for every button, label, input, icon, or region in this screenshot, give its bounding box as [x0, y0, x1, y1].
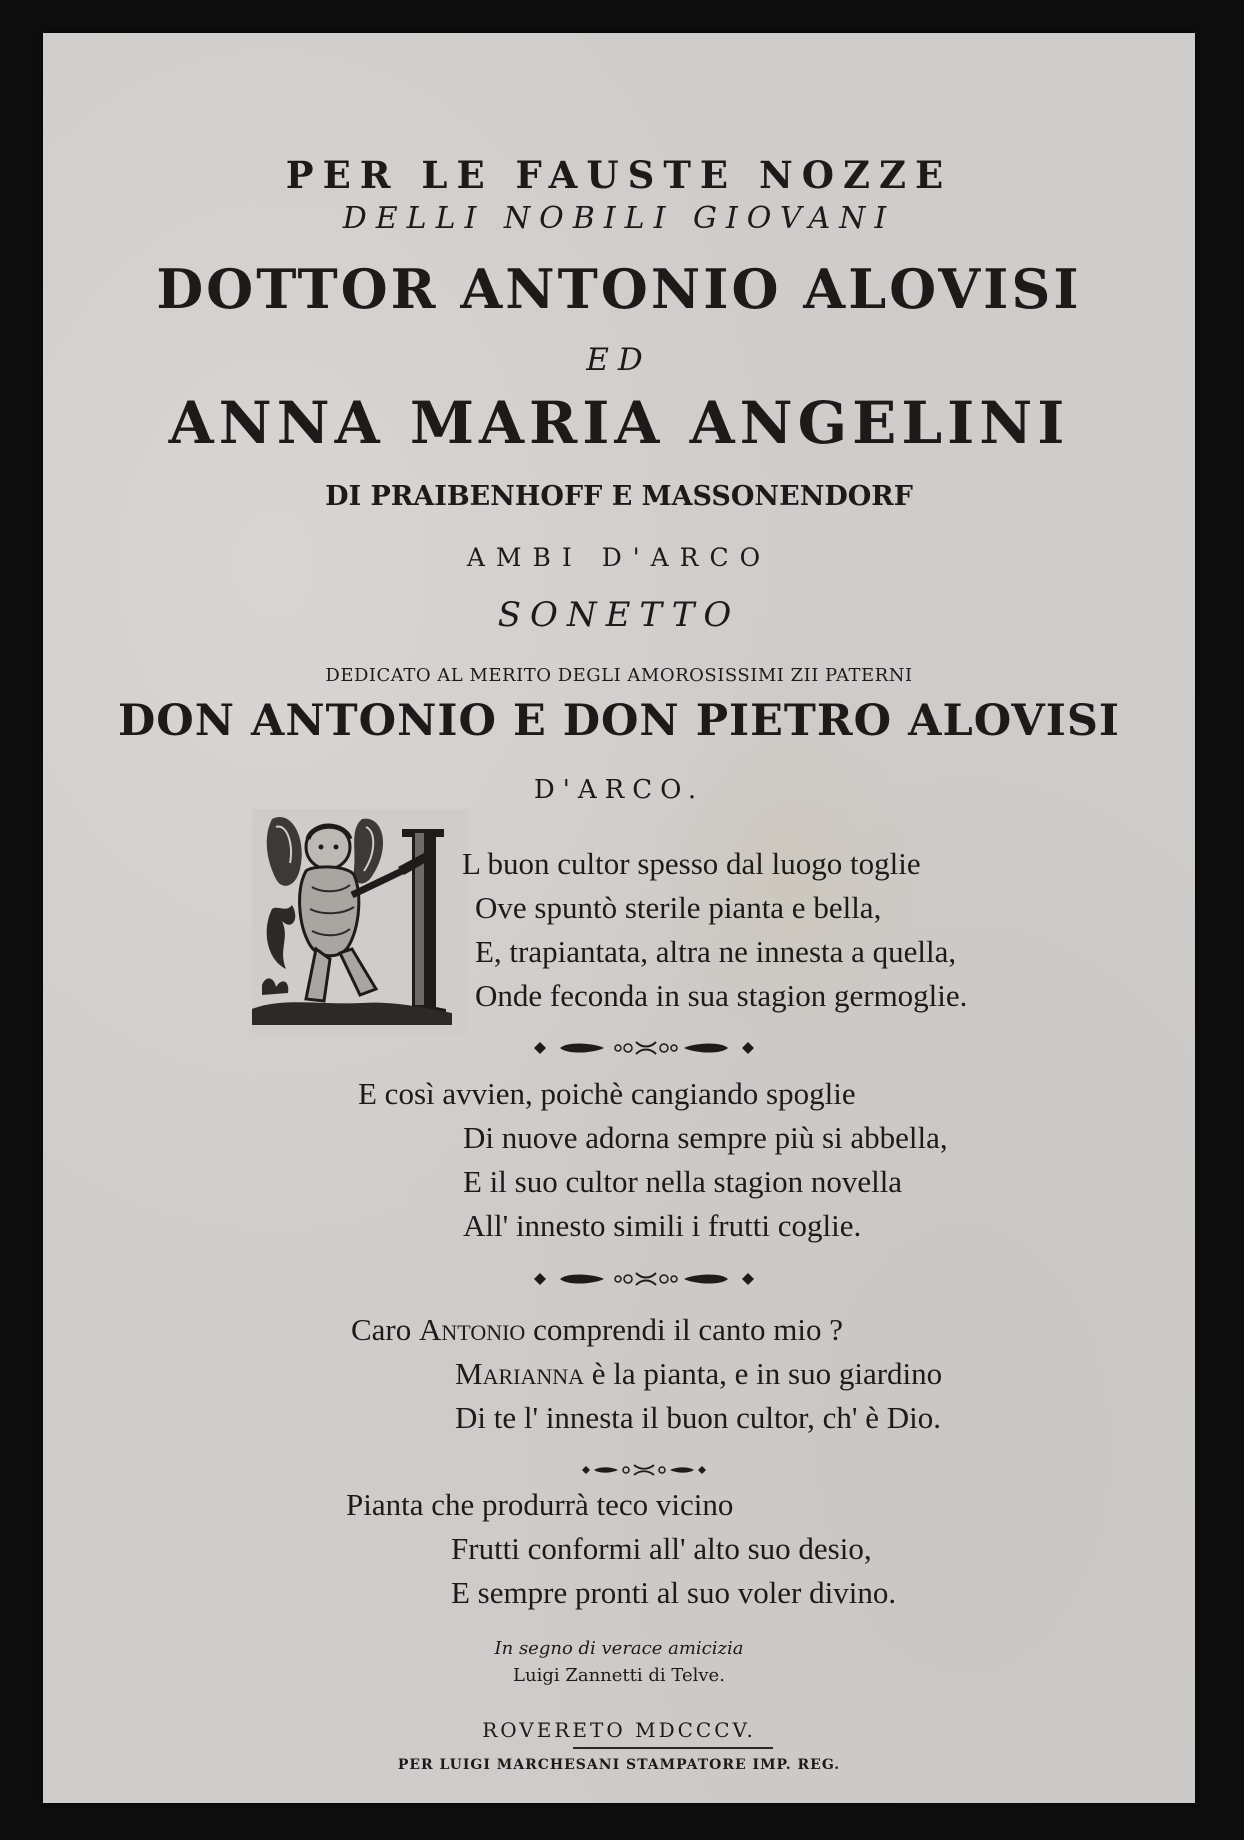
imprint-place-date: ROVERETO MDCCCV. — [482, 1718, 756, 1742]
sonnet-line-11: Di te l' innesta il buon cultor, ch' è Dio. — [455, 1400, 942, 1435]
woodcut-initial-cherub-icon — [252, 809, 468, 1035]
name-antonio: Antonio — [419, 1312, 526, 1347]
groom-name: DOTTOR ANTONIO ALOVISI — [156, 257, 1082, 321]
sonnet-line-14: E sempre pronti al suo voler divino. — [451, 1575, 897, 1610]
sonnet-line-5: E così avvien, poichè cangiando spoglie — [358, 1076, 856, 1111]
sonnet-line-7: E il suo cultor nella stagion novella — [463, 1164, 903, 1199]
sonnet-line-9 — [351, 1312, 843, 1348]
signature-author: Luigi Zannetti di Telve. — [513, 1665, 725, 1686]
broadside-sheet — [43, 33, 1195, 1803]
imprint-printer: PER LUIGI MARCHESANI STAMPATORE IMP. REG. — [397, 1757, 841, 1773]
small-fleuron-ornament-icon — [580, 1459, 708, 1481]
dedication-line: DEDICATO AL MERITO DEGLI AMOROSISSIMI ZII PATERNI — [325, 665, 913, 686]
fleuron-ornament-icon — [532, 1037, 756, 1059]
signature-dedication: In segno di verace amicizia — [494, 1638, 744, 1659]
dedicatees-line: DON ANTONIO E DON PIETRO ALOVISI — [117, 696, 1121, 746]
sonnet-line-3: E, trapiantata, altra ne innesta a quella, — [475, 934, 957, 969]
dedicatees-origin: D'ARCO. — [533, 775, 705, 805]
sonnet-text: è la pianta, e in suo giardino — [584, 1356, 943, 1391]
sonnet-text: comprendi il canto mio ? — [525, 1312, 843, 1347]
imprint-rule — [573, 1747, 773, 1749]
sonnet-line-4: Onde feconda in sua stagion germoglie. — [475, 978, 968, 1013]
sonnet-line-1: L buon cultor spesso dal luogo toglie — [462, 846, 921, 881]
conjunction: ED — [586, 342, 652, 378]
genre-heading: SONETTO — [497, 595, 741, 635]
fleuron-ornament-icon — [532, 1268, 756, 1290]
title-line-1: PER LE FAUSTE NOZZE — [285, 153, 953, 197]
name-marianna: Marianna — [455, 1356, 585, 1391]
sonnet-line-8: All' innesto simili i frutti coglie. — [463, 1208, 862, 1243]
sonnet-line-13: Frutti conformi all' alto suo desio, — [451, 1531, 872, 1566]
origin-line: AMBI D'ARCO — [466, 543, 772, 572]
sonnet-line-10 — [455, 1356, 942, 1392]
sonnet-line-2: Ove spuntò sterile pianta e bella, — [475, 890, 882, 925]
bride-name: ANNA MARIA ANGELINI — [168, 389, 1070, 457]
sonnet-text: Caro — [351, 1312, 420, 1347]
sonnet-line-12: Pianta che produrrà teco vicino — [346, 1487, 734, 1522]
title-line-2: DELLI NOBILI GIOVANI — [342, 201, 896, 236]
bride-title: DI PRAIBENHOFF E MASSONENDORF — [325, 481, 913, 512]
sonnet-line-6: Di nuove adorna sempre più si abbella, — [463, 1120, 948, 1155]
